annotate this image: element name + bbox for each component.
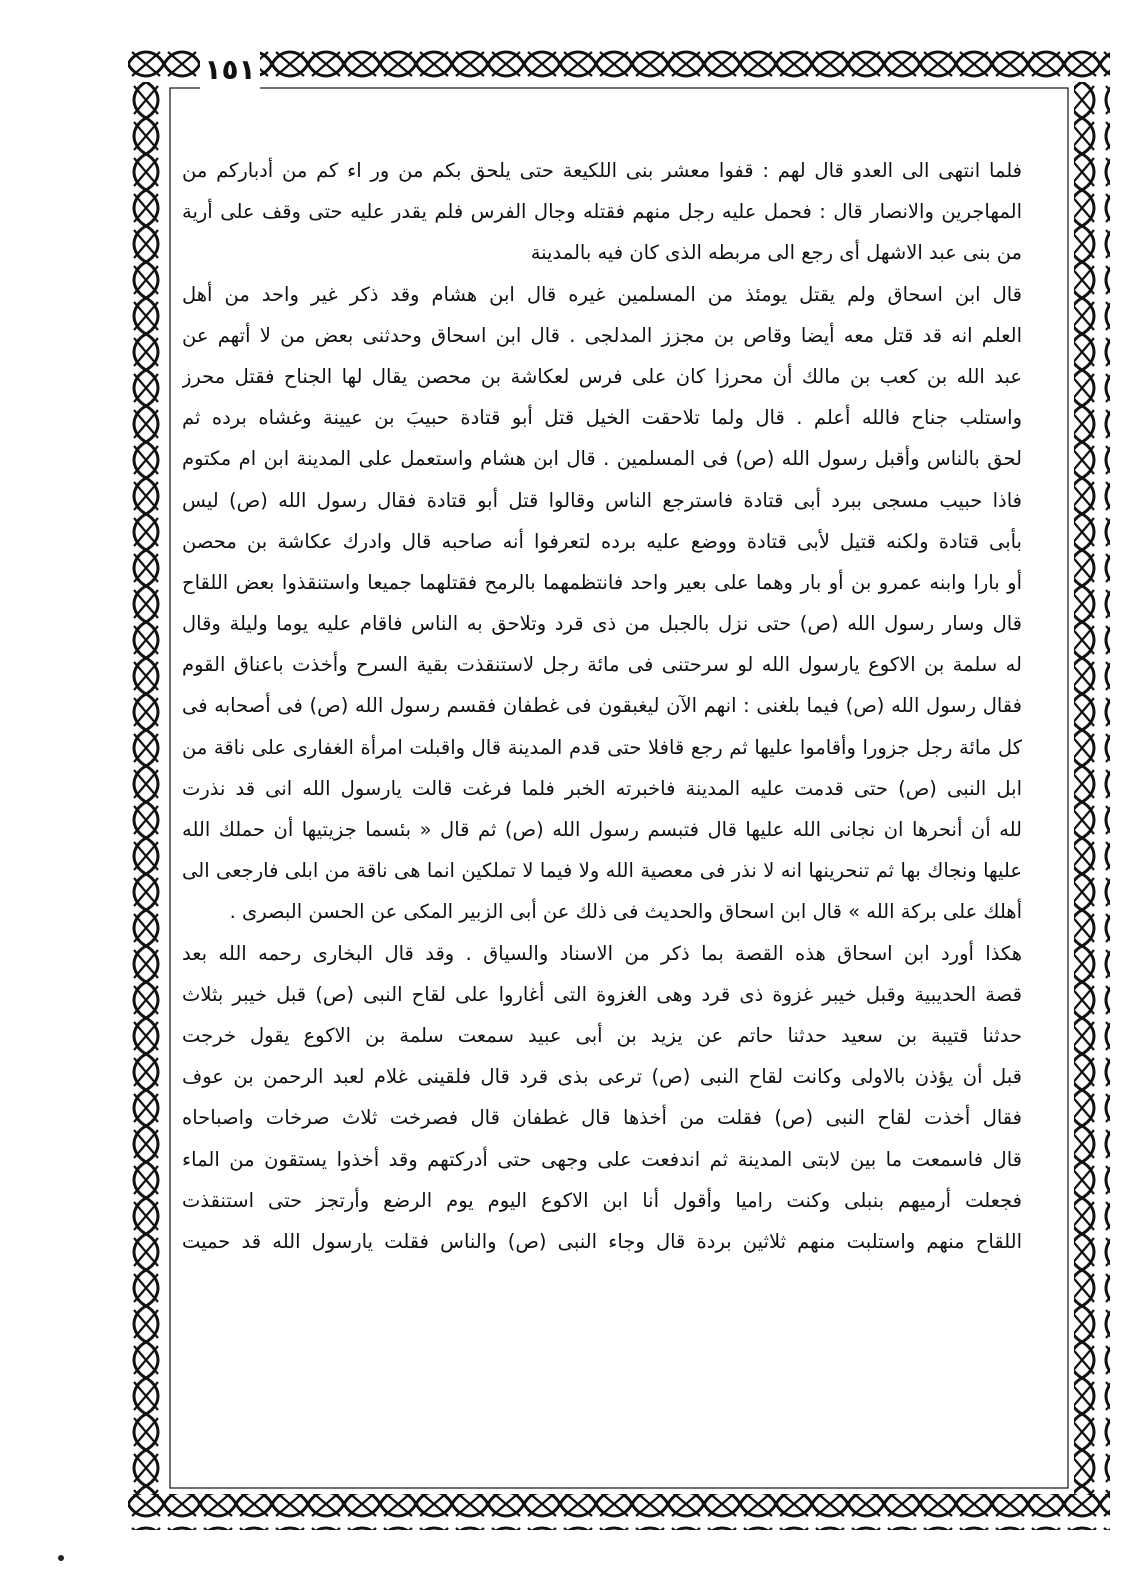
text-line: عبد الله بن كعب بن مالك أن محرزا كان على فرس لعكاشة بن محصن يقال لها الجناح فقتل محرز — [182, 364, 1022, 388]
text-line: هكذا أورد ابن اسحاق هذه القصة بما ذكر من الاسناد والسياق . وقد قال البخارى رحمه الله بعد — [182, 941, 1022, 965]
scan-speck — [58, 1555, 64, 1561]
text-line: فاذا حبيب مسجى ببرد أبى قتادة فاسترجع الناس وقالوا قتل أبو قتادة فقال رسول الله (ص) ليس — [182, 488, 1022, 512]
text-line: لحق بالناس وأقبل رسول الله (ص) فى المسلمين . قال ابن هشام واستعمل على المدينة ابن ام مكتوم — [182, 447, 1022, 471]
text-line: أو بارا وابنه عمرو بن أو بار وهما على بعير واحد فانتظمهما بالرمح فقتلهما جميعا واستنقذوا بعض اللقاح — [182, 570, 1022, 594]
text-line: فجعلت أرميهم بنبلى وكنت راميا وأقول أنا ابن الاكوع اليوم يوم الرضع وأرتجز حتى استنقذت — [182, 1188, 1022, 1212]
body-text — [182, 150, 1022, 1470]
text-line: فقال رسول الله (ص) فيما بلغنى : انهم الآن ليغبقون فى غطفان فقسم رسول الله (ص) فى أصحابه فى — [182, 694, 1022, 718]
text-line: اللقاح منهم واستلبت منهم ثلاثين بردة قال وجاء النبى (ص) والناس فقلت يارسول الله قد حميت — [182, 1229, 1022, 1253]
text-line: العلم انه قد قتل معه أيضا وقاص بن مجزز المدلجى . قال ابن اسحاق وحدثنى بعض من لا أتهم عن — [182, 323, 1022, 347]
text-line: فلما انتهى الى العدو قال لهم : قفوا معشر بنى اللكيعة حتى يلحق بكم من ور اء كم من أدباركم من — [182, 159, 1022, 182]
text-line: فقال أخذت لقاح النبى (ص) فقلت من أخذها قال غطفان قال فصرخت ثلاث صرخات واصباحاه — [182, 1106, 1022, 1130]
text-line: له سلمة بن الاكوع يارسول الله لو سرحتنى فى مائة رجل لاستنقذت بقية السرح وأخذت باعناق القوم — [182, 653, 1022, 677]
text-line: قصة الحديبية وقبل خيبر غزوة ذى قرد وهى الغزوة التى أغاروا على لقاح النبى (ص) قبل خيبر بثلاث — [182, 982, 1022, 1006]
text-line: قال فاسمعت ما بين لابتى المدينة ثم اندفعت على وجهى حتى أدركتهم وقد أخذوا يستقون من الماء — [182, 1147, 1022, 1171]
text-line: بأبى قتادة ولكنه قتيل لأبى قتادة ووضع عليه برده لتعرفوا أنه صاحبه قال وادرك عكاشة بن محصن — [182, 529, 1022, 553]
text-line: قال ابن اسحاق ولم يقتل يومئذ من المسلمين غيره قال ابن هشام وقد ذكر غير واحد من أهل — [182, 282, 1022, 306]
text-line: قبل أن يؤذن بالاولى وكانت لقاح النبى (ص) ترعى بذى قرد قال فلقينى غلام لعبد الرحمن بن عوف — [182, 1065, 1022, 1089]
text-line: لله أن أنحرها ان نجانى الله عليها قال فتبسم رسول الله (ص) ثم قال « بئسما جزيتيها أن حملك الله — [182, 818, 1022, 841]
text-line: من بنى عبد الاشهل أى رجع الى مربطه الذى كان فيه بالمدينة — [530, 241, 1022, 265]
text-line: كل مائة رجل جزورا وأقاموا عليها ثم رجع قافلا حتى قدم المدينة قال واقبلت امرأة الغفارى على ناقة من — [182, 735, 1022, 759]
text-line: حدثنا قتيبة بن سعيد حدثنا حاتم عن يزيد بن أبى عبيد سمعت سلمة بن الاكوع يقول خرجت — [182, 1023, 1022, 1047]
text-line: أهلك على بركة الله » قال ابن اسحاق والحديث فى ذلك عن أبى الزبير المكى عن الحسن البصرى . — [229, 900, 1022, 924]
text-line: عليها ونجاك بها ثم تنحرينها انه لا نذر فى معصية الله ولا فيما لا تملكين انما هى ناقة من ابلى فارجعى الى — [182, 859, 1022, 883]
page-number: ١٥١ — [200, 50, 260, 90]
text-line: المهاجرين والانصار قال : فحمل عليه رجل منهم فقتله وجال الفرس فلم يقدر عليه حتى وقف على أرية — [182, 200, 1022, 224]
text-line: قال وسار رسول الله (ص) حتى نزل بالجبل من ذى قرد وتلاحق به الناس فاقام عليه يوما وليلة وقال — [182, 612, 1022, 636]
text-line: ابل النبى (ص) حتى قدمت عليه المدينة فاخبرته الخبر فلما فرغت قالت يارسول الله انى قد نذرت — [182, 776, 1022, 800]
text-line: واستلب جناح فالله أعلم . قال ولما تلاحقت الخيل قتل أبو قتادة حبيبَ بن عيينة وغشاه برده ثم — [182, 406, 1022, 430]
